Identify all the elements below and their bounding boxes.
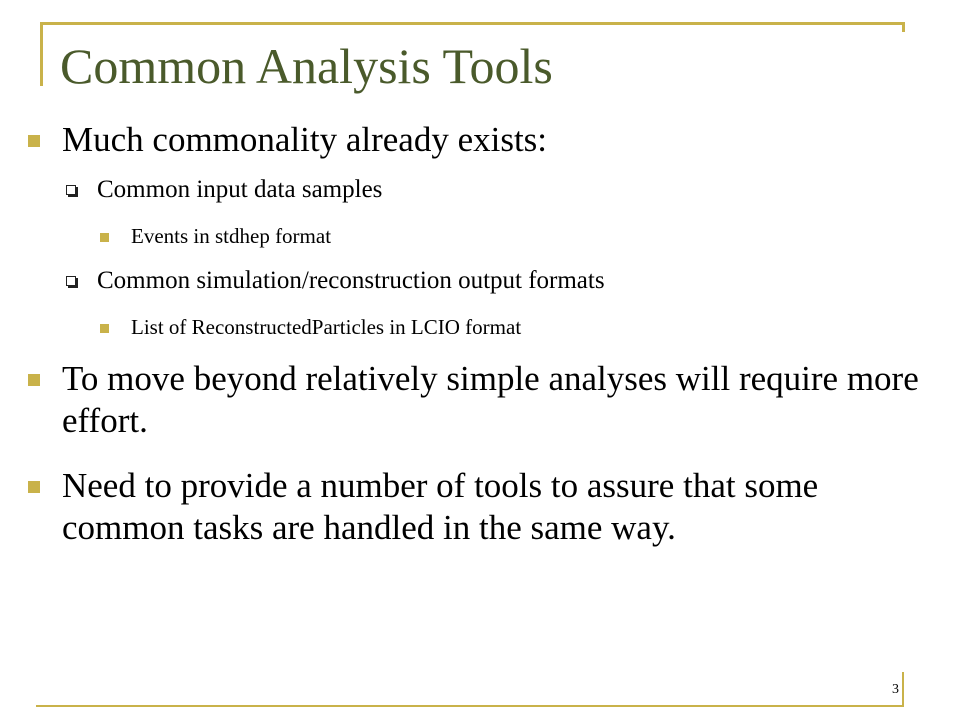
square-bullet-icon [100, 324, 109, 333]
bullet-text: To move beyond relatively simple analyses will require more effort. [62, 359, 919, 440]
slide-title: Common Analysis Tools [60, 38, 553, 94]
sub-bullet-text: Common input data samples [97, 176, 383, 203]
square-bullet-icon [28, 135, 40, 147]
bullet-text: Much commonality already exists: [62, 120, 548, 159]
bullet-text: Need to provide a number of tools to assure that some common tasks are handled in the same way. [62, 466, 819, 547]
hollow-square-bullet-icon [66, 185, 76, 195]
square-bullet-icon [100, 233, 109, 242]
sub-sub-bullet-text: List of ReconstructedParticles in LCIO format [131, 315, 522, 339]
slide-frame-bottom-right-tick [902, 672, 904, 707]
square-bullet-icon [28, 481, 40, 493]
square-bullet-icon [28, 374, 40, 386]
page-number: 3 [892, 682, 899, 697]
hollow-square-bullet-icon [66, 276, 76, 286]
sub-bullet-text: Common simulation/reconstruction output formats [97, 267, 605, 294]
slide-frame-left-rule [40, 22, 43, 86]
slide-frame-bottom-rule [36, 705, 904, 707]
sub-sub-bullet-text: Events in stdhep format [131, 224, 332, 248]
slide-frame-right-tick [902, 22, 905, 32]
slide-frame-top-rule [40, 22, 904, 25]
